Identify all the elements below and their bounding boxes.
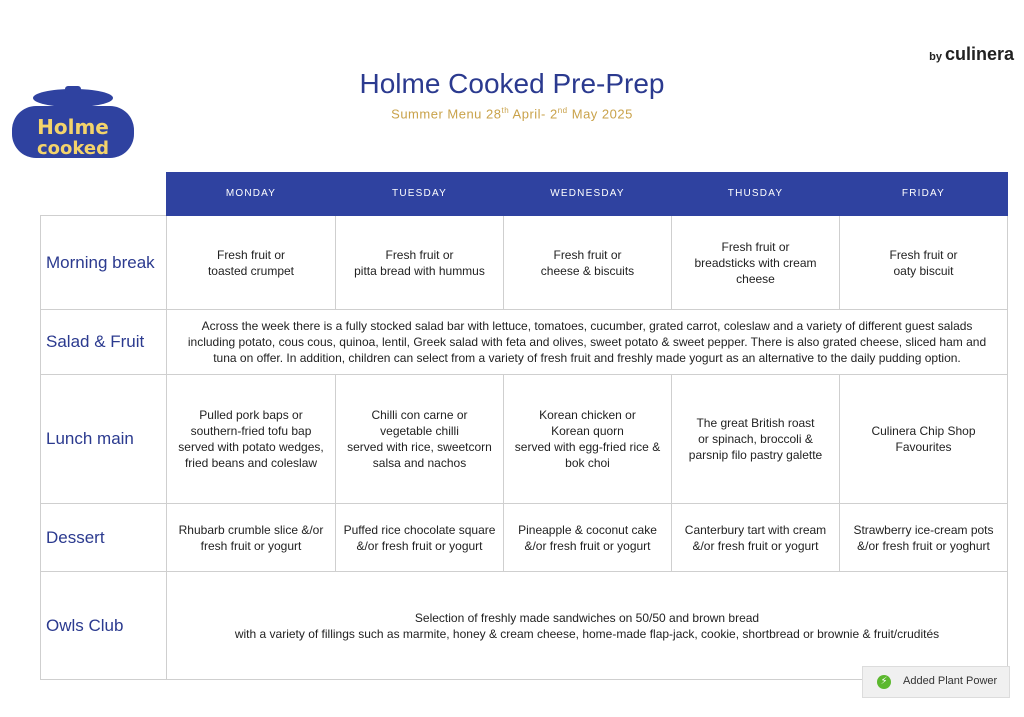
day-header-row: [41, 173, 1008, 216]
menu-cell: Korean chicken or Korean quorn served with egg-fried rice & bok choi: [504, 375, 672, 504]
svg-text:cooked: cooked: [37, 138, 109, 159]
salad-fruit-text: Across the week there is a fully stocked salad bar with lettuce, tomatoes, cucumber, grated carrot, coleslaw and a variety of different guest salads including potato, cous cous, quinoa, lentil, Greek salad with feta and olives, sweet potato & sweet pepper. There is also grated cheese, sliced ham and tuna on offer. In addition, children can select from a variety of fresh fruit and freshly made yogurt as an alternative to the daily pudding option.: [167, 310, 1008, 375]
row-morning-break: [41, 216, 1008, 310]
plant-power-badge: [862, 666, 1010, 698]
menu-cell: Canterbury tart with cream &/or fresh fruit or yogurt: [672, 504, 840, 572]
menu-cell: Fresh fruit or cheese & biscuits: [504, 216, 672, 310]
menu-cell: Strawberry ice-cream pots &/or fresh fruit or yoghurt: [840, 504, 1008, 572]
badge-label: Added Plant Power: [903, 675, 998, 687]
menu-cell: Fresh fruit or breadsticks with cream cheese: [672, 216, 840, 310]
menu-cell: Pulled pork baps or southern-fried tofu bap served with potato wedges, fried beans and coleslaw: [167, 375, 336, 504]
menu-title: Holme Cooked Pre-Prep: [359, 68, 665, 99]
row-label: Lunch main: [41, 375, 167, 504]
row-dessert: [41, 504, 1008, 572]
menu-cell: Pineapple & coconut cake &/or fresh fruit or yogurt: [504, 504, 672, 572]
menu-cell: The great British roast or spinach, broccoli & parsnip filo pastry galette: [672, 375, 840, 504]
day-monday: MONDAY: [167, 173, 336, 216]
row-label: Morning break: [41, 216, 167, 310]
row-label: Owls Club: [41, 572, 167, 680]
menu-cell: Fresh fruit or toasted crumpet: [167, 216, 336, 310]
owls-club-text: Selection of freshly made sandwiches on 50/50 and brown bread with a variety of fillings such as marmite, honey & cream cheese, home-made flap-jack, cookie, shortbread or brownie & fruit/crudités: [167, 572, 1008, 680]
row-salad-fruit: [41, 310, 1008, 375]
header-corner: [41, 173, 167, 216]
day-thursday: THUSDAY: [672, 173, 840, 216]
day-friday: FRIDAY: [840, 173, 1008, 216]
svg-text:Holme: Holme: [37, 115, 109, 139]
menu-subtitle: Summer Menu 28th April- 2nd May 2025: [391, 106, 633, 122]
menu-cell: Chilli con carne or vegetable chilli served with rice, sweetcorn salsa and nachos: [336, 375, 504, 504]
day-tuesday: TUESDAY: [336, 173, 504, 216]
menu-cell: Rhubarb crumble slice &/or fresh fruit or yogurt: [167, 504, 336, 572]
menu-cell: Fresh fruit or pitta bread with hummus: [336, 216, 504, 310]
culinera-brand: by culinera: [929, 44, 1014, 64]
row-lunch-main: [41, 375, 1008, 504]
row-label: Salad & Fruit: [41, 310, 167, 375]
leaf-icon: ⚡: [877, 675, 891, 689]
row-label: Dessert: [41, 504, 167, 572]
menu-cell: Fresh fruit or oaty biscuit: [840, 216, 1008, 310]
row-owls-club: [41, 572, 1008, 680]
menu-cell: Culinera Chip Shop Favourites: [840, 375, 1008, 504]
menu-cell: Puffed rice chocolate square &/or fresh fruit or yogurt: [336, 504, 504, 572]
menu-table: [40, 172, 1008, 680]
day-wednesday: WEDNESDAY: [504, 173, 672, 216]
holme-cooked-logo: [8, 84, 138, 164]
